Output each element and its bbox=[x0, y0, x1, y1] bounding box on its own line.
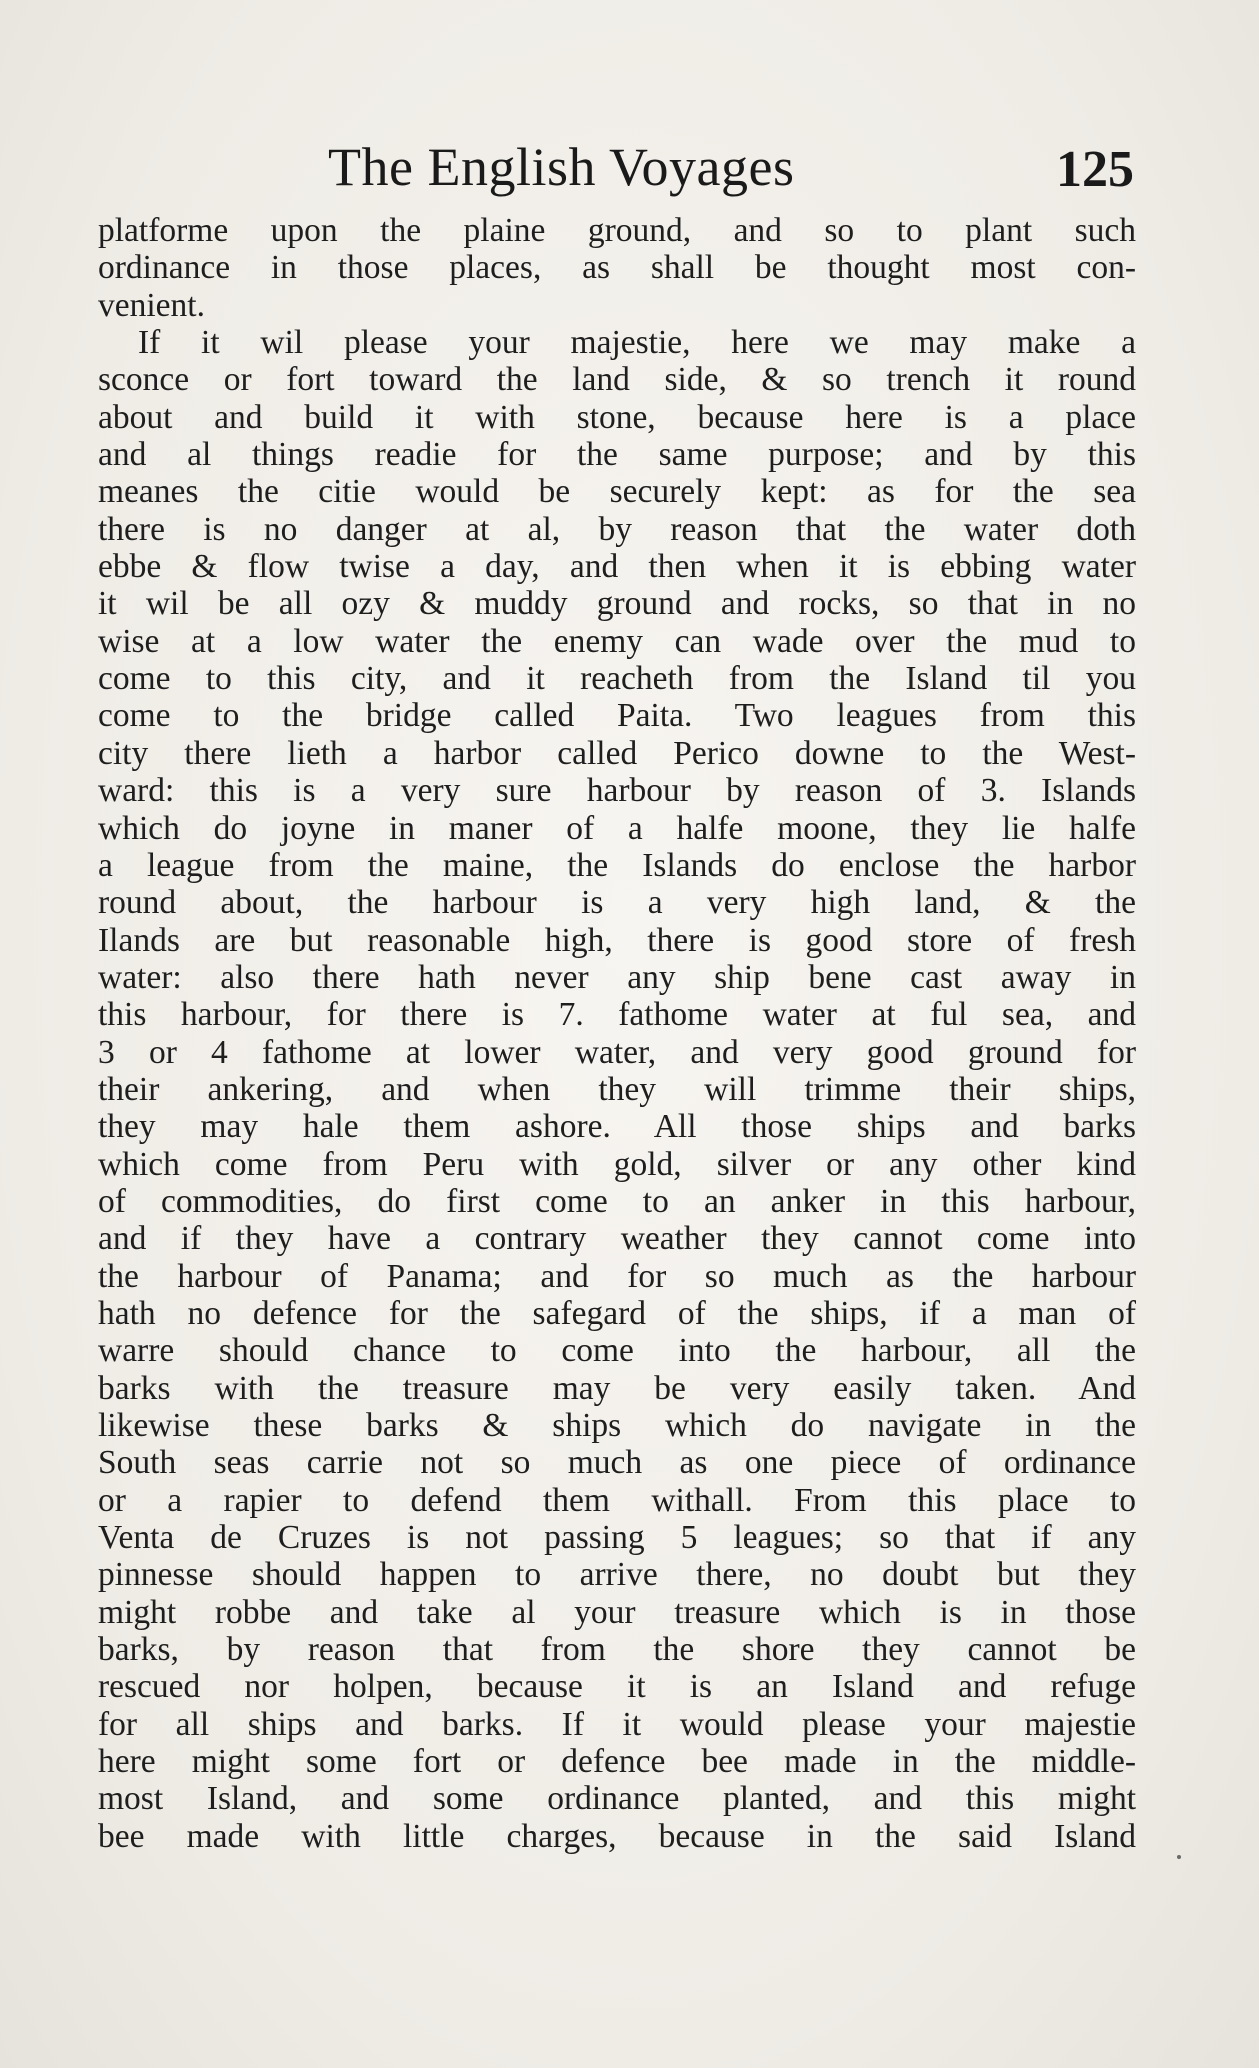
text-line: come to this city, and it reacheth from the Island til you bbox=[98, 660, 1136, 698]
margin-speck bbox=[1177, 1855, 1181, 1859]
text-line: the harbour of Panama; and for so much as the harbour bbox=[98, 1257, 1136, 1295]
text-line: pinnesse should happen to arrive there, no doubt but they bbox=[98, 1556, 1136, 1594]
body-text bbox=[98, 212, 1136, 1855]
text-line: city there lieth a harbor called Perico downe to the West- bbox=[98, 734, 1136, 772]
text-line: warre should chance to come into the harbour, all the bbox=[98, 1332, 1136, 1370]
text-line: rescued nor holpen, because it is an Island and refuge bbox=[98, 1668, 1136, 1706]
text-line: venient. bbox=[98, 286, 205, 324]
text-line: bee made with little charges, because in the said Island bbox=[98, 1817, 1136, 1855]
page-header bbox=[98, 136, 1134, 206]
text-line: there is no danger at al, by reason that the water doth bbox=[98, 510, 1136, 548]
text-line: and al things readie for the same purpose; and by this bbox=[98, 436, 1136, 474]
text-line: likewise these barks & ships which do navigate in the bbox=[98, 1407, 1136, 1444]
text-line: ordinance in those places, as shall be thought most con- bbox=[98, 249, 1136, 287]
text-line: 3 or 4 fathome at lower water, and very good ground for bbox=[98, 1033, 1136, 1071]
text-line: round about, the harbour is a very high land, & the bbox=[98, 884, 1136, 922]
text-line: ebbe & flow twise a day, and then when it is ebbing water bbox=[98, 548, 1136, 586]
text-line: a league from the maine, the Islands do enclose the harbor bbox=[98, 846, 1136, 884]
text-line: which do joyne in maner of a halfe moone, they lie halfe bbox=[98, 809, 1136, 847]
text-line: Ilands are but reasonable high, there is good store of fresh bbox=[98, 921, 1136, 959]
text-line: platforme upon the plaine ground, and so to plant such bbox=[98, 212, 1136, 249]
text-line: Venta de Cruzes is not passing 5 leagues; so that if any bbox=[98, 1519, 1136, 1557]
text-line: or a rapier to defend them withall. From this place to bbox=[98, 1481, 1136, 1519]
text-line: ward: this is a very sure harbour by reason of 3. Islands bbox=[98, 772, 1136, 810]
text-line: might robbe and take al your treasure which is in those bbox=[98, 1593, 1136, 1631]
text-line: their ankering, and when they will trimme their ships, bbox=[98, 1070, 1136, 1108]
text-line: here might some fort or defence bee made in the middle- bbox=[98, 1743, 1136, 1781]
text-line: they may hale them ashore. All those ships and barks bbox=[98, 1108, 1136, 1146]
text-line: and if they have a contrary weather they cannot come into bbox=[98, 1220, 1136, 1258]
paragraph-first-line: If it wil please your majestie, here we may make a bbox=[138, 324, 1136, 362]
text-line: of commodities, do first come to an anker in this harbour, bbox=[98, 1182, 1136, 1220]
text-line: meanes the citie would be securely kept: as for the sea bbox=[98, 473, 1136, 511]
text-line: which come from Peru with gold, silver or any other kind bbox=[98, 1145, 1136, 1183]
text-line: water: also there hath never any ship bene cast away in bbox=[98, 958, 1136, 996]
text-line: it wil be all ozy & muddy ground and rocks, so that in no bbox=[98, 585, 1136, 623]
page-number: 125 bbox=[1056, 141, 1134, 198]
text-line: come to the bridge called Paita. Two leagues from this bbox=[98, 697, 1136, 735]
text-line: wise at a low water the enemy can wade over the mud to bbox=[98, 622, 1136, 660]
text-line: about and build it with stone, because here is a place bbox=[98, 398, 1136, 436]
text-line: South seas carrie not so much as one piece of ordinance bbox=[98, 1444, 1136, 1482]
running-title: The English Voyages bbox=[328, 137, 795, 197]
text-line: for all ships and barks. If it would please your majestie bbox=[98, 1705, 1136, 1743]
text-line: sconce or fort toward the land side, & so trench it round bbox=[98, 361, 1136, 399]
text-line: most Island, and some ordinance planted, and this might bbox=[98, 1780, 1136, 1818]
text-line: barks with the treasure may be very easily taken. And bbox=[98, 1369, 1136, 1407]
text-line: barks, by reason that from the shore they cannot be bbox=[98, 1631, 1136, 1669]
text-line: hath no defence for the safegard of the ships, if a man of bbox=[98, 1294, 1136, 1332]
text-line: this harbour, for there is 7. fathome water at ful sea, and bbox=[98, 996, 1136, 1034]
